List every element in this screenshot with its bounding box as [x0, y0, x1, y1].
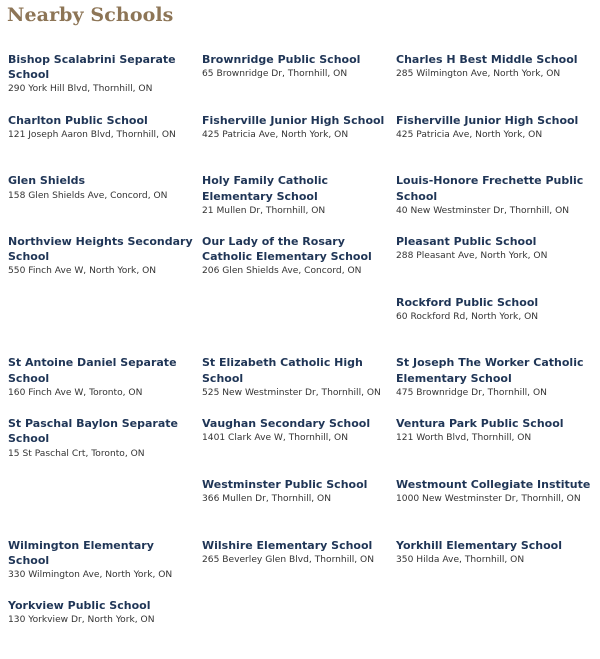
school-item: [8, 598, 202, 659]
school-name-link[interactable]: Fisherville Junior High School: [202, 113, 385, 127]
school-address: 425 Patricia Ave, North York, ON: [202, 129, 349, 140]
school-item: [202, 113, 396, 174]
school-item: [396, 113, 600, 174]
school-name-link[interactable]: St Elizabeth Catholic High School: [202, 356, 363, 385]
school-item: [396, 355, 600, 416]
school-name-link[interactable]: St Joseph The Worker Catholic Elementary School: [396, 356, 584, 385]
school-name-link[interactable]: Pleasant Public School: [396, 235, 537, 249]
school-name-link[interactable]: Vaughan Secondary School: [202, 417, 371, 431]
school-name-link[interactable]: Wilshire Elementary School: [202, 538, 373, 552]
school-item: [8, 416, 202, 477]
school-name-link[interactable]: Charlton Public School: [8, 113, 148, 127]
section-title: Nearby Schools: [7, 4, 174, 26]
school-address: 40 New Westminster Dr, Thornhill, ON: [396, 205, 570, 216]
school-name-link[interactable]: Westminster Public School: [202, 477, 368, 491]
school-address: 288 Pleasant Ave, North York, ON: [396, 251, 548, 262]
school-item: [8, 538, 202, 599]
school-name-link[interactable]: Bishop Scalabrini Separate School: [8, 53, 176, 82]
school-name-link[interactable]: Brownridge Public School: [202, 53, 361, 66]
school-name-link[interactable]: Yorkhill Elementary School: [396, 538, 562, 552]
school-item: [202, 538, 396, 599]
school-item: [396, 295, 600, 356]
school-item: [396, 477, 600, 538]
school-item: [202, 52, 396, 113]
school-name-link[interactable]: Rockford Public School: [396, 295, 539, 309]
school-item: [202, 234, 396, 295]
school-address: 366 Mullen Dr, Thornhill, ON: [202, 494, 331, 505]
school-item: [8, 113, 202, 174]
school-item: [8, 234, 202, 295]
school-address: 1401 Clark Ave W, Thornhill, ON: [202, 433, 349, 444]
school-address: 121 Joseph Aaron Blvd, Thornhill, ON: [8, 129, 176, 140]
school-name-link[interactable]: Northview Heights Secondary School: [8, 235, 193, 264]
school-item: [8, 355, 202, 416]
school-item: [396, 173, 600, 234]
school-name-link[interactable]: Ventura Park Public School: [396, 417, 564, 431]
school-address: 425 Patricia Ave, North York, ON: [396, 129, 543, 140]
school-name-link[interactable]: Wilmington Elementary School: [8, 538, 154, 567]
school-address: 475 Brownridge Dr, Thornhill, ON: [396, 387, 547, 398]
school-address: 206 Glen Shields Ave, Concord, ON: [202, 266, 362, 277]
school-item: [202, 416, 396, 477]
school-name-link[interactable]: Our Lady of the Rosary Catholic Elementary School: [202, 235, 372, 264]
school-address: 525 New Westminster Dr, Thornhill, ON: [202, 387, 381, 398]
school-address: 265 Beverley Glen Blvd, Thornhill, ON: [202, 554, 375, 565]
school-item: [396, 52, 600, 113]
school-address: 21 Mullen Dr, Thornhill, ON: [202, 205, 326, 216]
school-address: 60 Rockford Rd, North York, ON: [396, 311, 539, 322]
school-item: [202, 355, 396, 416]
school-address: 350 Hilda Ave, Thornhill, ON: [396, 554, 525, 565]
school-item: [202, 173, 396, 234]
school-item: [396, 416, 600, 477]
school-item: [8, 52, 202, 113]
school-list: [8, 52, 600, 659]
school-item: [8, 173, 202, 234]
school-item: [396, 538, 600, 599]
school-address: 15 St Paschal Crt, Toronto, ON: [8, 448, 145, 459]
school-name-link[interactable]: Yorkview Public School: [8, 599, 151, 613]
school-address: 160 Finch Ave W, Toronto, ON: [8, 387, 143, 398]
school-name-link[interactable]: Holy Family Catholic Elementary School: [202, 174, 329, 203]
school-address: 158 Glen Shields Ave, Concord, ON: [8, 190, 168, 201]
school-address: 290 York Hill Blvd, Thornhill, ON: [8, 84, 153, 95]
school-item: [396, 234, 600, 295]
school-name-link[interactable]: Westmount Collegiate Institute: [396, 477, 591, 491]
school-address: 285 Wilmington Ave, North York, ON: [396, 69, 561, 80]
school-name-link[interactable]: Fisherville Junior High School: [396, 113, 579, 127]
school-name-link[interactable]: Charles H Best Middle School: [396, 53, 578, 66]
school-item: [202, 477, 396, 538]
school-address: 121 Worth Blvd, Thornhill, ON: [396, 433, 532, 444]
school-address: 65 Brownridge Dr, Thornhill, ON: [202, 69, 348, 80]
school-name-link[interactable]: St Antoine Daniel Separate School: [8, 356, 177, 385]
school-address: 1000 New Westminster Dr, Thornhill, ON: [396, 494, 581, 505]
school-name-link[interactable]: St Paschal Baylon Separate School: [8, 417, 178, 446]
school-address: 130 Yorkview Dr, North York, ON: [8, 615, 155, 626]
school-name-link[interactable]: Louis-Honore Frechette Public School: [396, 174, 584, 203]
school-address: 330 Wilmington Ave, North York, ON: [8, 569, 173, 580]
school-name-link[interactable]: Glen Shields: [8, 174, 86, 188]
school-address: 550 Finch Ave W, North York, ON: [8, 266, 157, 277]
